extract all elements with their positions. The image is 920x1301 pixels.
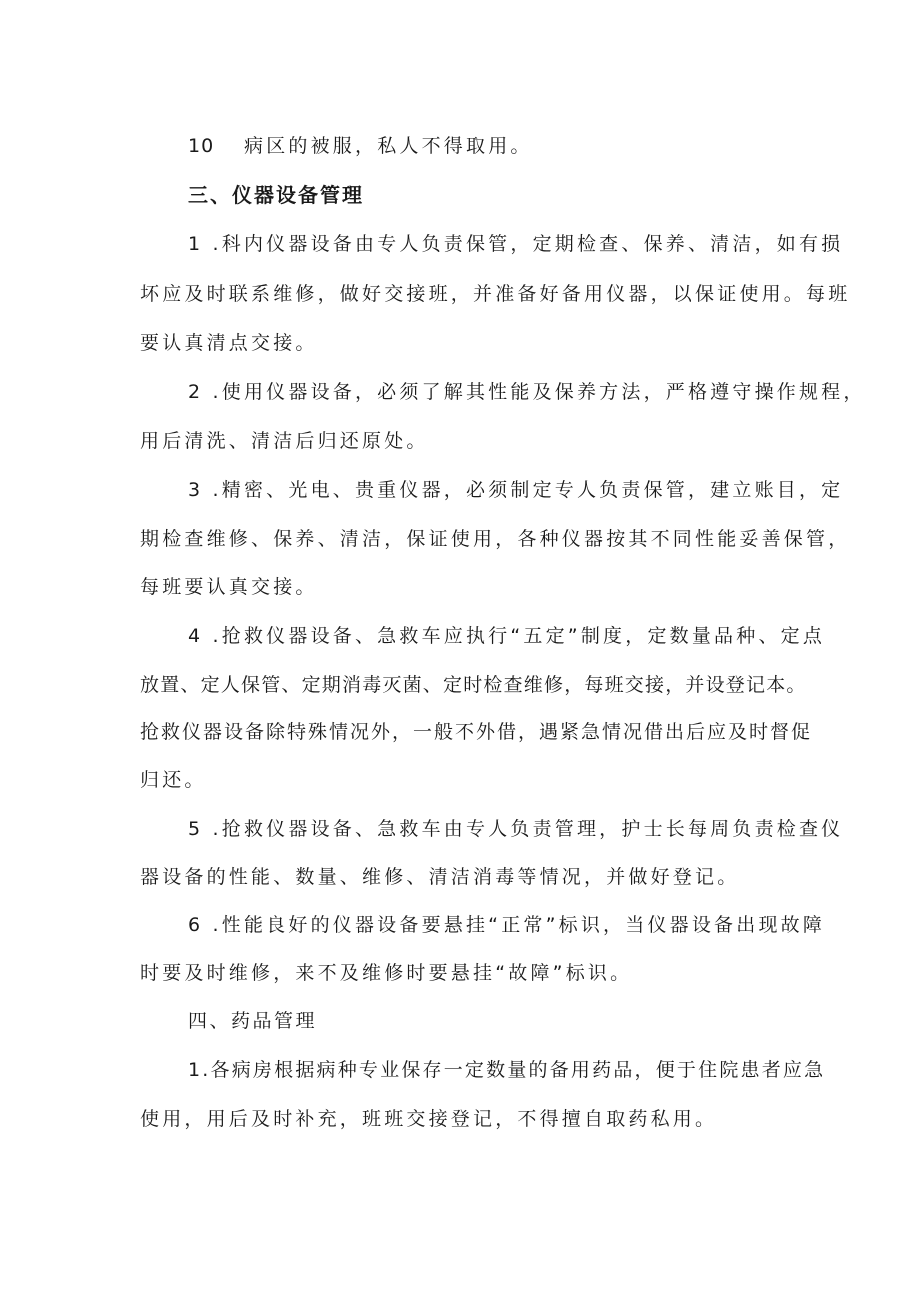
paragraph-line: 期检查维修、保养、清洁，保证使用，各种仪器按其不同性能妥善保管， [140,528,851,550]
paragraph-line: 1.各病房根据病种专业保存一定数量的备用药品，便于住院患者应急 [188,1059,826,1081]
paragraph-line: 抢救仪器设备除特殊情况外，一般不外借，遇紧急情况借出后应及时督促 [140,721,813,743]
section-3-heading: 三、仪器设备管理 [188,183,364,207]
paragraph-line: 时要及时维修，来不及维修时要悬挂“故障”标识。 [140,962,633,984]
item-10-text: 病区的被服，私人不得取用。 [244,135,533,157]
paragraph-line: 1 .科内仪器设备由专人负责保管，定期检查、保养、清洁，如有损 [188,233,844,255]
paragraph-line: 2 .使用仪器设备，必须了解其性能及保养方法，严格遵守操作规程， [188,381,866,403]
paragraph-line: 5 .抢救仪器设备、急救车由专人负责管理，护士长每周负责检查仪 [188,818,844,840]
paragraph-line: 4 .抢救仪器设备、急救车应执行“五定”制度，定数量品种、定点 [188,625,826,647]
paragraph-line: 6 .性能良好的仪器设备要悬挂“正常”标识，当仪器设备出现故障 [188,914,826,936]
paragraph-line: 坏应及时联系维修，做好交接班，并准备好备用仪器，以保证使用。每班 [140,283,851,305]
paragraph-line: 器设备的性能、数量、维修、清洁消毒等情况，并做好登记。 [140,866,740,888]
paragraph-line: 用后清洗、清洁后归还原处。 [140,430,429,452]
item-10 [188,134,533,158]
paragraph-line: 归还。 [140,769,207,791]
paragraph-line: 放置、定人保管、定期消毒灭菌、定时检查维修，每班交接，并设登记本。 [140,674,807,696]
paragraph-line: 使用，用后及时补充，班班交接登记，不得擅自取药私用。 [140,1108,718,1130]
paragraph-line: 要认真清点交接。 [140,332,318,354]
paragraph-line: 每班要认真交接。 [140,576,318,598]
paragraph-line: 3 .精密、光电、贵重仪器，必须制定专人负责保管，建立账目，定 [188,479,844,501]
item-10-number: 10 [188,135,215,157]
section-4-heading: 四、药品管理 [188,1010,318,1032]
